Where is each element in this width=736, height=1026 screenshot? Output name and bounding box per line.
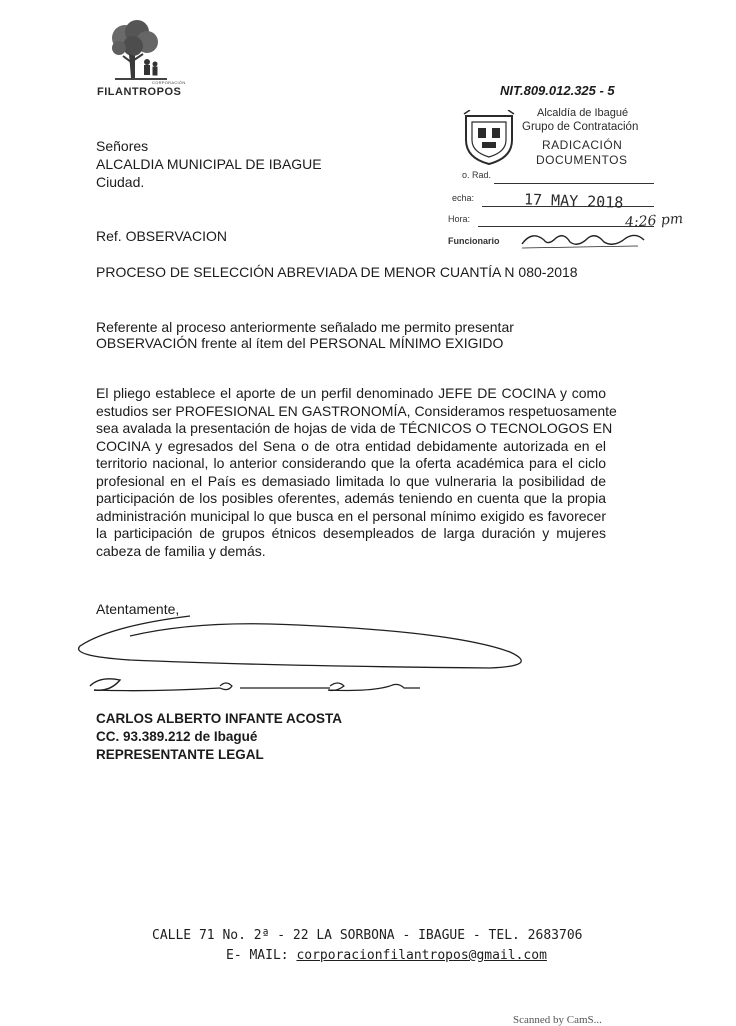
footer-address: CALLE 71 No. 2ª - 22 LA SORBONA - IBAGUE - TEL. 2683706 [152,928,583,943]
intro-line-1: Referente al proceso anteriormente señalado me permito presentar [96,319,514,335]
stamp-funcionario-label: Funcionario [448,236,500,246]
signer-name: CARLOS ALBERTO INFANTE ACOSTA [96,711,342,726]
body-line: El pliego establece el aporte de un perfil denominado JEFE DE COCINA y como [96,385,606,401]
stamp-fecha-label: echa: [452,193,475,203]
logo-text: FILANTROPOS [97,86,182,98]
closing-text: Atentamente, [96,601,180,617]
stamp-line-4: DOCUMENTOS [536,153,628,167]
footer-email-label: E- MAIL: [226,948,289,963]
body-line: cabeza de familia y demás. [96,542,266,559]
stamp-rad-label: o. Rad. [462,170,492,180]
recipient-greeting: Señores [96,138,149,154]
stamp-rad-line [494,183,654,184]
process-title: PROCESO DE SELECCIÓN ABREVIADA DE MENOR CUANTÍA N 080-2018 [96,264,578,280]
stamp-line-2: Grupo de Contratación [522,121,639,133]
stamp-fecha-value: 17 MAY 2018 [523,190,624,212]
body-line: COCINA y egresados del Sena o de otra entidad debidamente autorizada en el [96,437,606,454]
stamp-line-3: RADICACIÓN [542,138,623,152]
stamp-line-1: Alcaldía de Ibagué [537,107,629,119]
stamp-hora-value: 4:26 pm [624,210,684,232]
recipient-entity: ALCALDIA MUNICIPAL DE IBAGUE [96,156,322,172]
body-line: la participación de grupos étnicos desempleados de larga duración y mujeres [96,525,606,541]
body-line: sea avalada la presentación de hojas de vida de TÉCNICOS O TECNOLOGOS EN [96,420,613,436]
recipient-city: Ciudad. [96,174,145,190]
intro-line-2: OBSERVACIÓN frente al ítem del PERSONAL MÍNIMO EXIGIDO [96,335,504,351]
scanner-watermark: Scanned by CamS... [513,1014,602,1026]
reference-line: Ref. OBSERVACION [96,228,227,244]
footer-email-link[interactable]: corporacionfilantropos@gmail.com [296,948,547,963]
signer-role: REPRESENTANTE LEGAL [96,747,264,762]
body-line: administración municipal lo que busca en el personal mínimo exigido es favorecer [96,507,606,524]
signer-id: CC. 93.389.212 de Ibagué [96,729,258,744]
nit-number: NIT.809.012.325 - 5 [500,83,615,98]
body-line: participación de los posibles oferentes, además teniendo en cuenta que la propia [96,490,606,506]
body-line: territorio nacional, lo anterior considerando que la oferta académica para el ciclo [96,455,606,471]
body-paragraph [96,385,617,560]
stamp-seal-icon [460,110,518,166]
handwritten-signature [70,606,540,706]
footer-email-row [226,948,547,963]
body-line: profesional en el País es demasiado limitada lo que vulneraria la posibilidad de [96,472,606,489]
body-line: estudios ser PROFESIONAL EN GASTRONOMÍA, Consideramos respetuosamente [96,402,617,419]
stamp-hora-label: Hora: [448,214,471,224]
stamp-funcionario-signature [518,226,648,252]
logo-small-text: CORPORACIÓN [152,80,186,85]
